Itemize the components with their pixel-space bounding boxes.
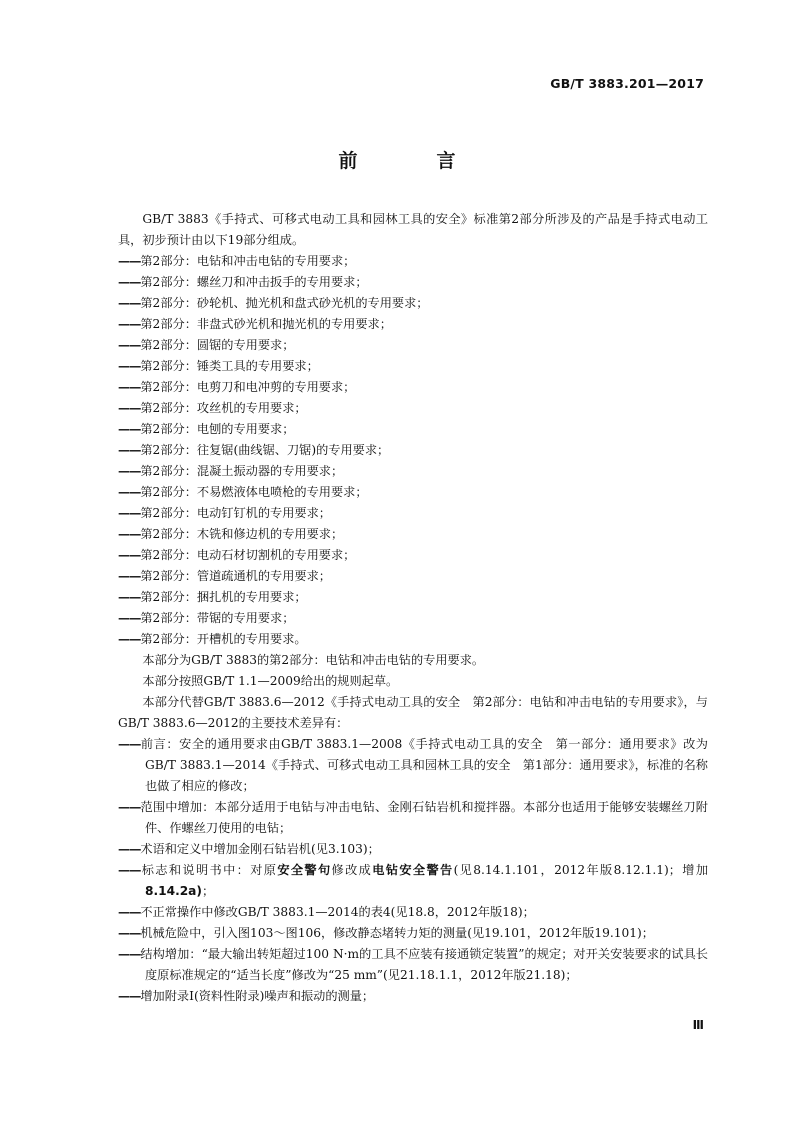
dash-mark: ——: [118, 338, 141, 352]
part-list-item: [118, 566, 708, 587]
part-list-item: [118, 272, 708, 293]
part-list-item: [118, 503, 708, 524]
part-list-text: 第2部分：非盘式砂光机和抛光机的专用要求；: [140, 317, 392, 331]
part-list-text: 第2部分：带锯的专用要求；: [140, 611, 295, 625]
part-list-text: 第2部分：攻丝机的专用要求；: [140, 401, 307, 415]
dash-mark: ——: [118, 590, 141, 604]
part-list-item: [118, 314, 708, 335]
part-list-item: [118, 629, 708, 650]
part-list-item: [118, 482, 708, 503]
change-item: [118, 839, 708, 860]
part-list-item: [118, 335, 708, 356]
dash-mark: ——: [118, 317, 141, 331]
dash-mark: ——: [118, 380, 141, 394]
dash-mark: ——: [118, 905, 141, 919]
part-list-text: 第2部分：圆锯的专用要求；: [140, 338, 295, 352]
change-text: 结构增加：“最大输出转矩超过100 N·m的工具不应装有接通锁定装置”的规定；对开关安装要求的试具长度原标准规定的“适当长度”修改为“25 mm”(见21.18.1.1，2012年版21.18)；: [140, 947, 708, 982]
dash-mark: ——: [118, 842, 141, 856]
change-text: ；: [201, 884, 215, 898]
change-text-bold: 电钻安全警告: [372, 863, 454, 877]
part-list-item: [118, 440, 708, 461]
dash-mark: ——: [118, 737, 141, 751]
change-text: 前言：安全的通用要求由GB/T 3883.1—2008《手持式电动工具的安全 第一部分：通用要求》改为GB/T 3883.1—2014《手持式、可移式电动工具和园林工具的安全 第1部分：通用要求》，标准的名称也做了相应的修改；: [140, 737, 708, 793]
change-text: 修改成: [331, 863, 373, 877]
dash-mark: ——: [118, 527, 141, 541]
change-item: [118, 944, 708, 986]
change-text: 术语和定义中增加金刚石钻岩机(见3.103)；: [140, 842, 380, 856]
dash-mark: ——: [118, 926, 141, 940]
part-list-item: [118, 251, 708, 272]
dash-mark: ——: [118, 254, 141, 268]
part-list-text: 第2部分：混凝土振动器的专用要求；: [140, 464, 344, 478]
change-text-bold: 8.14.2a): [145, 884, 202, 898]
paragraph-rules: 本部分按照GB/T 1.1—2009给出的规则起草。: [142, 674, 399, 688]
part-list-item: [118, 587, 708, 608]
part-list-text: 第2部分：电剪刀和电冲剪的专用要求；: [140, 380, 356, 394]
change-item: [118, 986, 708, 1007]
part-list-text: 第2部分：开槽机的专用要求。: [140, 632, 307, 646]
part-list-text: 第2部分：电动钉钉机的专用要求；: [140, 506, 331, 520]
dash-mark: ——: [118, 296, 141, 310]
change-text: 范围中增加：本部分适用于电钻与冲击电钻、金刚石钻岩机和搅拌器。本部分也适用于能够安装螺丝刀附件、作螺丝刀使用的电钻；: [140, 800, 708, 835]
dash-mark: ——: [118, 611, 141, 625]
dash-mark: ——: [118, 485, 141, 499]
part-list-item: [118, 524, 708, 545]
part-list-text: 第2部分：电钻和冲击电钻的专用要求；: [140, 254, 356, 268]
change-item: [118, 923, 708, 944]
dash-mark: ——: [118, 800, 141, 814]
part-list-text: 第2部分：螺丝刀和冲击扳手的专用要求；: [140, 275, 368, 289]
dash-mark: ——: [118, 569, 141, 583]
part-list-text: 第2部分：捆扎机的专用要求；: [140, 590, 307, 604]
paragraph-replace: 本部分代替GB/T 3883.6—2012《手持式电动工具的安全 第2部分：电钻和冲击电钻的专用要求》，与GB/T 3883.6—2012的主要技术差异有：: [118, 695, 708, 730]
change-text: 标志和说明书中：对原: [140, 863, 278, 877]
part-list-item: [118, 608, 708, 629]
document-id: GB/T 3883.201—2017: [550, 76, 704, 91]
part-list-item: [118, 356, 708, 377]
change-text: 不正常操作中修改GB/T 3883.1—2014的表4(见18.8，2012年版18)；: [140, 905, 535, 919]
change-item: [118, 902, 708, 923]
dash-mark: ——: [118, 422, 141, 436]
parts-list: [118, 251, 708, 650]
page-title: 前 言: [338, 150, 486, 172]
part-list-item: [118, 545, 708, 566]
dash-mark: ——: [118, 863, 141, 877]
dash-mark: ——: [118, 401, 141, 415]
part-list-text: 第2部分：木铣和修边机的专用要求；: [140, 527, 344, 541]
change-text: (见8.14.1.101，2012年版8.12.1.1)；增加: [453, 863, 709, 877]
part-list-text: 第2部分：电动石材切割机的专用要求；: [140, 548, 356, 562]
part-list-text: 第2部分：电刨的专用要求；: [140, 422, 295, 436]
change-item: [118, 860, 708, 902]
dash-mark: ——: [118, 359, 141, 373]
document-body: [118, 209, 708, 1007]
change-text: 机械危险中，引入图103～图106，修改静态堵转力矩的测量(见19.101，2012年版19.101)；: [140, 926, 654, 940]
part-list-item: [118, 419, 708, 440]
dash-mark: ——: [118, 464, 141, 478]
part-list-text: 第2部分：锤类工具的专用要求；: [140, 359, 319, 373]
dash-mark: ——: [118, 632, 141, 646]
dash-mark: ——: [118, 989, 141, 1003]
change-text-bold: 安全警句: [277, 863, 332, 877]
part-list-text: 第2部分：往复锯(曲线锯、刀锯)的专用要求；: [140, 443, 390, 457]
intro-paragraph: GB/T 3883《手持式、可移式电动工具和园林工具的安全》标准第2部分所涉及的产品是手持式电动工具，初步预计由以下19部分组成。: [118, 212, 708, 247]
part-list-item: [118, 293, 708, 314]
part-list-item: [118, 377, 708, 398]
page-number: Ⅲ: [692, 1018, 704, 1032]
part-list-text: 第2部分：管道疏通机的专用要求；: [140, 569, 331, 583]
dash-mark: ——: [118, 506, 141, 520]
part-list-item: [118, 398, 708, 419]
change-text: 增加附录I(资料性附录)噪声和振动的测量；: [140, 989, 375, 1003]
dash-mark: ——: [118, 947, 141, 961]
change-item: [118, 797, 708, 839]
part-list-item: [118, 461, 708, 482]
dash-mark: ——: [118, 275, 141, 289]
part-list-text: 第2部分：不易燃液体电喷枪的专用要求；: [140, 485, 368, 499]
change-item: [118, 734, 708, 797]
part-list-text: 第2部分：砂轮机、抛光机和盘式砂光机的专用要求；: [140, 296, 429, 310]
dash-mark: ——: [118, 548, 141, 562]
dash-mark: ——: [118, 443, 141, 457]
paragraph-part: 本部分为GB/T 3883的第2部分：电钻和冲击电钻的专用要求。: [142, 653, 485, 667]
